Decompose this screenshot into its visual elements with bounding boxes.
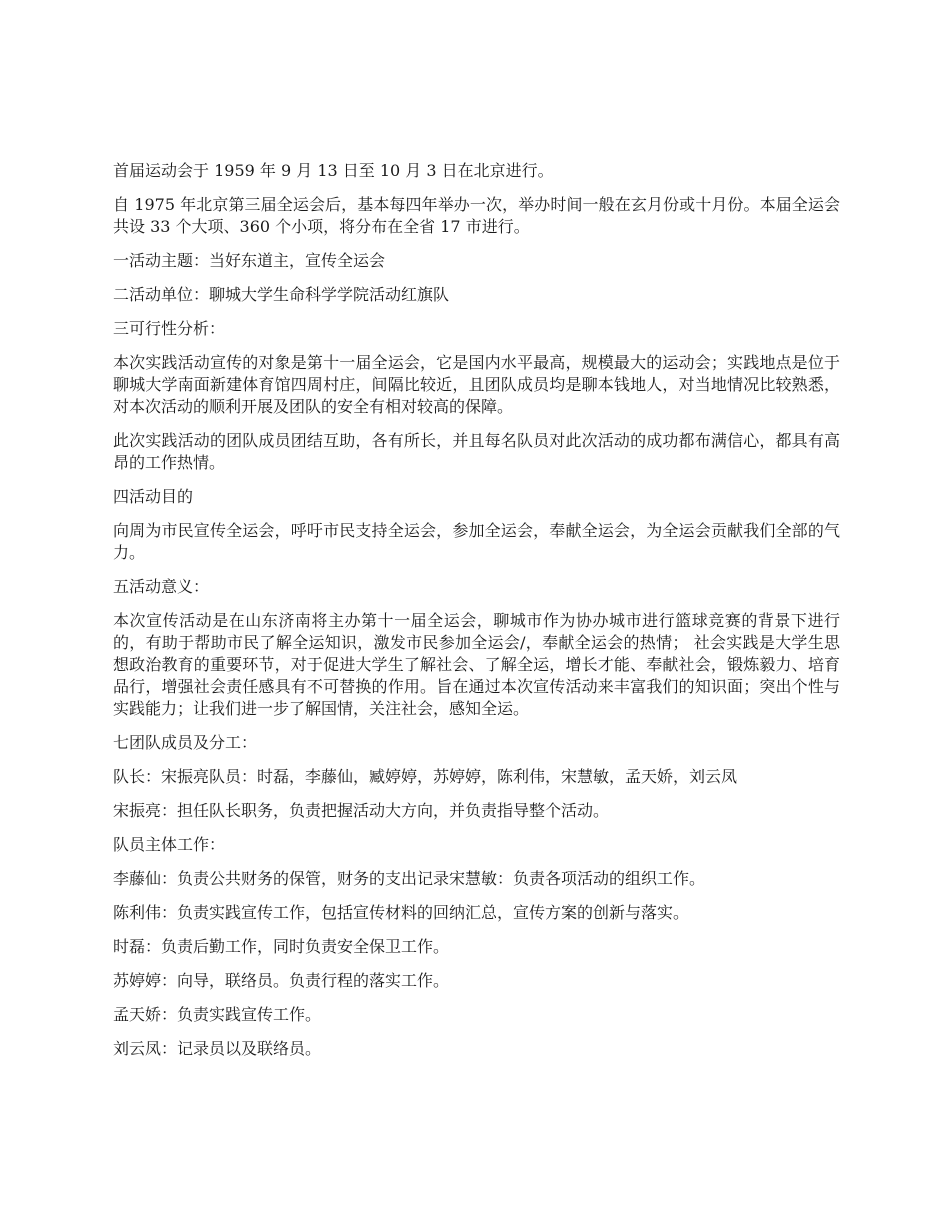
paragraph-team-roster: 队长：宋振亮队员：时磊，李藤仙，臧婷婷，苏婷婷，陈利伟，宋慧敏，孟天娇，刘云凤 (113, 767, 738, 786)
paragraph-activity-significance: 本次宣传活动是在山东济南将主办第十一届全运会，聊城市作为协办城市进行篮球竞赛的背景下进行的，有助于帮助市民了解全运知识，激发市民参加全运会/，奉献全运会的热情； 社会实践是大学生思想政治教育的重要环节，对于促进大学生了解社会、了解全运，增长才能、奉献社会，锻炼毅力、培育品行，增强社会责任感具有不可替换的作用。旨在通过本次宣传活动来丰富我们的知识面；突出个性与实践能力；让我们进一步了解国情，关注社会，感知全运。 (113, 611, 840, 718)
document-body (113, 160, 840, 1072)
paragraph-duty-shi: 时磊：负责后勤工作，同时负责安全保卫工作。 (113, 937, 450, 956)
heading-member-duties: 队员主体工作： (113, 835, 226, 854)
paragraph-history: 自 1975 年北京第三届全运会后，基本每四年举办一次，举办时间一般在玄月份或十月份。本届全运会共设 33 个大项、360 个小项，将分布在全省 17 市进行。 (113, 195, 840, 236)
heading-activity-unit: 二活动单位：聊城大学生命科学学院活动红旗队 (113, 285, 450, 304)
paragraph-duty-su: 苏婷婷：向导，联络员。负责行程的落实工作。 (113, 971, 450, 990)
heading-feasibility: 三可行性分析： (113, 319, 226, 338)
heading-activity-significance: 五活动意义： (113, 577, 210, 596)
heading-activity-theme: 一活动主题：当好东道主，宣传全运会 (113, 251, 386, 270)
paragraph-duty-li: 李藤仙：负责公共财务的保管，财务的支出记录宋慧敏：负责各项活动的组织工作。 (113, 869, 706, 888)
paragraph-feasibility-team: 此次实践活动的团队成员团结互助，各有所长，并且每名队员对此次活动的成功都布满信心，都具有高昂的工作热情。 (113, 431, 840, 472)
paragraph-activity-goal: 向周为市民宣传全运会，呼吁市民支持全运会，参加全运会，奉献全运会，为全运会贡献我们全部的气力。 (113, 521, 840, 562)
heading-activity-goal: 四活动目的 (113, 487, 194, 506)
paragraph-feasibility-location: 本次实践活动宣传的对象是第十一届全运会，它是国内水平最高，规模最大的运动会；实践地点是位于聊城大学南面新建体育馆四周村庄，间隔比较近，且团队成员均是聊本钱地人，对当地情况比较熟悉，对本次活动的顺利开展及团队的安全有相对较高的保障。 (113, 353, 840, 416)
paragraph-duty-meng: 孟天娇：负责实践宣传工作。 (113, 1005, 322, 1024)
paragraph-first-games: 首届运动会于 1959 年 9 月 13 日至 10 月 3 日在北京进行。 (113, 161, 554, 180)
paragraph-captain-role: 宋振亮：担任队长职务，负责把握活动大方向，并负责指导整个活动。 (113, 801, 610, 820)
paragraph-duty-liu: 刘云凤：记录员以及联络员。 (113, 1039, 322, 1058)
paragraph-duty-chen: 陈利伟：负责实践宣传工作，包括宣传材料的回纳汇总，宣传方案的创新与落实。 (113, 903, 690, 922)
heading-team-members: 七团队成员及分工： (113, 733, 258, 752)
